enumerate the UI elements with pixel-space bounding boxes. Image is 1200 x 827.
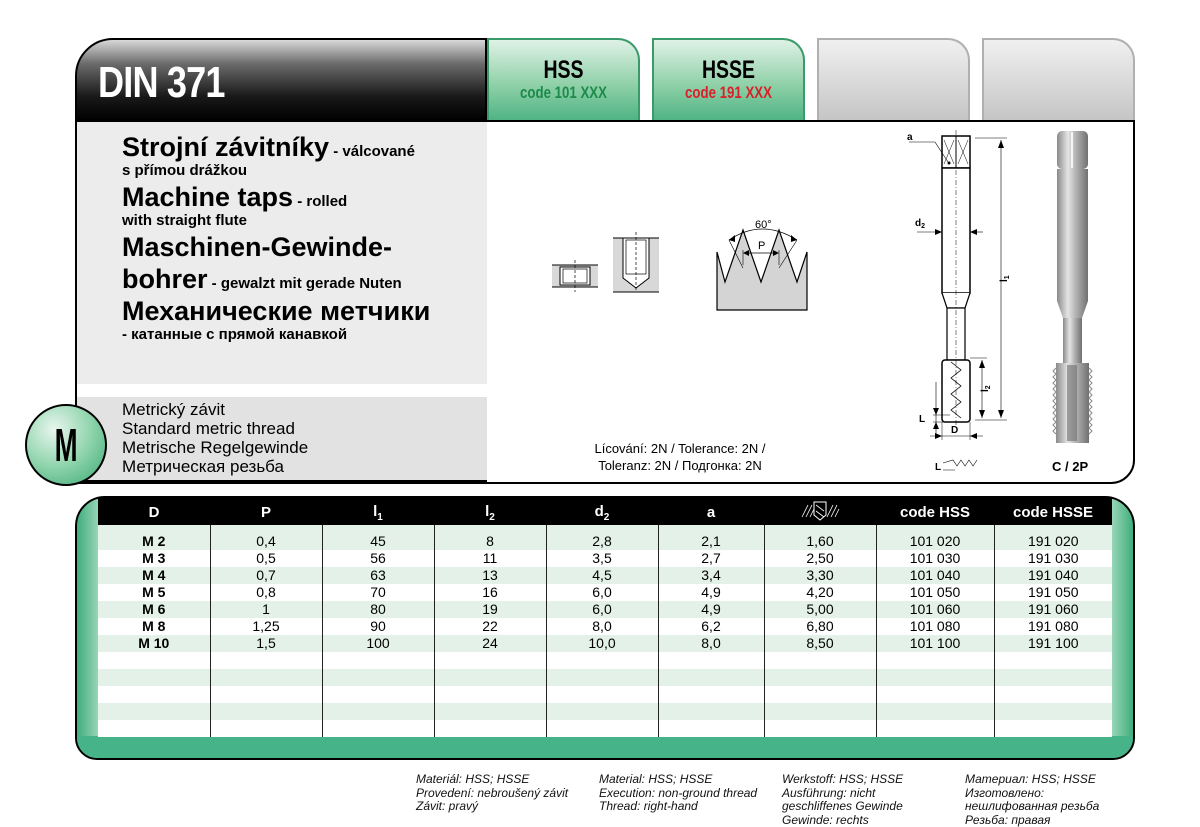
cell-l1: 100: [322, 635, 434, 652]
thread-symbol-badge: [25, 404, 107, 486]
header-D: D: [98, 498, 210, 525]
thread-type-cz: Metrický závit: [122, 400, 225, 419]
cell-code-hss: 101 080: [876, 618, 994, 635]
tab-empty-1: [817, 38, 970, 122]
tap-drawing-icon: [895, 130, 1035, 475]
table-row-empty: [98, 720, 1112, 737]
tab-hsse-title: HSSE: [701, 56, 756, 84]
cell-l2: 22: [434, 618, 546, 635]
cell-d2: 2,8: [546, 533, 658, 550]
header-a: a: [658, 498, 764, 525]
table-row: [98, 584, 1112, 601]
cell-drill: 5,00: [764, 601, 876, 618]
cell-P: 1,5: [210, 635, 322, 652]
description-text: [122, 134, 430, 342]
cell-l1: 45: [322, 533, 434, 550]
cell-D: M 2: [98, 533, 210, 550]
dim-label-l2: $l_2$: [980, 385, 992, 392]
cell-D: M 3: [98, 550, 210, 567]
notes-en: Material: HSS; HSSE Execution: non-ground thread Thread: right-hand: [599, 772, 758, 813]
de-title2: bohrer: [122, 264, 208, 294]
cell-code-hsse: 191 040: [994, 567, 1112, 584]
thread-type-en: Standard metric thread: [122, 419, 295, 438]
table-frame-bottom: [77, 736, 1133, 758]
header-P: P: [210, 498, 322, 525]
notes-ru: Материал: HSS; HSSE Изготовлено: нешлифованная резьба Резьба: правая: [965, 772, 1100, 827]
cell-l1: 56: [322, 550, 434, 567]
table-row: [98, 567, 1112, 584]
cell-drill: 1,60: [764, 533, 876, 550]
tab-empty-2: [982, 38, 1135, 122]
dim-label-L: L: [919, 414, 926, 425]
header-code-hss: code HSS: [876, 498, 994, 525]
tab-hss-code: code 101 XXX: [520, 83, 607, 102]
cell-code-hsse: 191 080: [994, 618, 1112, 635]
cell-code-hsse: 191 100: [994, 635, 1112, 652]
table-row: [98, 533, 1112, 550]
cell-a: 4,9: [658, 584, 764, 601]
cell-code-hsse: 191 020: [994, 533, 1112, 550]
cell-P: 0,4: [210, 533, 322, 550]
angle-label: 60°: [755, 219, 772, 231]
cell-l1: 80: [322, 601, 434, 618]
thread-type-de: Metrische Regelgewinde: [122, 438, 309, 457]
cell-code-hss: 101 040: [876, 567, 994, 584]
header-d2: $d_2$: [546, 498, 658, 525]
dim-label-D: D: [951, 425, 959, 436]
cell-a: 2,1: [658, 533, 764, 550]
table-row-empty: [98, 703, 1112, 720]
cell-a: 6,2: [658, 618, 764, 635]
cell-l1: 90: [322, 618, 434, 635]
cell-d2: 3,5: [546, 550, 658, 567]
tab-hsse[interactable]: [652, 38, 805, 122]
cell-a: 3,4: [658, 567, 764, 584]
cell-l2: 16: [434, 584, 546, 601]
en-title: Machine taps: [122, 182, 294, 212]
cell-a: 8,0: [658, 635, 764, 652]
cell-D: M 10: [98, 635, 210, 652]
cell-D: M 4: [98, 567, 210, 584]
header-l1: $l_1$: [322, 498, 434, 525]
cell-code-hsse: 191 050: [994, 584, 1112, 601]
cell-d2: 4,5: [546, 567, 658, 584]
cell-a: 4,9: [658, 601, 764, 618]
table-row-empty: [98, 669, 1112, 686]
table-header-row: [98, 498, 1112, 525]
tab-hss-title: HSS: [543, 56, 584, 84]
cell-code-hss: 101 060: [876, 601, 994, 618]
cell-drill: 8,50: [764, 635, 876, 652]
tolerance-text: [560, 440, 800, 474]
cell-code-hss: 101 050: [876, 584, 994, 601]
thread-symbol: M: [54, 419, 78, 471]
table-row: [98, 550, 1112, 567]
cell-l2: 11: [434, 550, 546, 567]
cell-l2: 24: [434, 635, 546, 652]
cell-P: 0,7: [210, 567, 322, 584]
cell-P: 0,8: [210, 584, 322, 601]
standard-title: DIN 371: [98, 58, 225, 107]
en-sub2: with straight flute: [122, 212, 247, 229]
cz-sub1: - válcované: [329, 143, 415, 160]
cell-code-hss: 101 100: [876, 635, 994, 652]
thread-type-ru: Метрическая резьба: [122, 457, 284, 476]
cell-drill: 2,50: [764, 550, 876, 567]
cell-code-hsse: 191 060: [994, 601, 1112, 618]
tab-hsse-code: code 191 XXX: [685, 83, 772, 102]
cell-P: 1,25: [210, 618, 322, 635]
cell-d2: 8,0: [546, 618, 658, 635]
en-sub1: - rolled: [293, 193, 348, 210]
dim-label-d2: $d_2$: [915, 218, 926, 230]
notes-cz: Materiál: HSS; HSSE Provedení: nebroušený závit Závit: pravý: [416, 772, 569, 813]
de-title1: Maschinen-Gewinde-: [122, 232, 393, 262]
cell-l2: 19: [434, 601, 546, 618]
ru-title: Механические метчики: [122, 296, 431, 326]
tolerance-line-2: Toleranz: 2N / Подгонка: 2N: [598, 458, 762, 473]
thread-profile-icon: [715, 210, 810, 315]
tab-hss[interactable]: [487, 38, 640, 122]
cell-d2: 6,0: [546, 584, 658, 601]
ru-sub: - катанные с прямой канавкой: [122, 326, 348, 343]
cell-d2: 6,0: [546, 601, 658, 618]
thread-type-text: [122, 400, 308, 476]
cell-D: M 5: [98, 584, 210, 601]
table-row: [98, 618, 1112, 635]
header-code-hsse: code HSSE: [994, 498, 1112, 525]
pitch-label: P: [758, 240, 766, 252]
header-drill: [764, 498, 876, 525]
cell-P: 0,5: [210, 550, 322, 567]
dim-label-a: a: [907, 132, 913, 143]
chamfer-length-label: L: [935, 462, 942, 473]
drill-hole-icon: [800, 501, 840, 521]
cell-D: M 8: [98, 618, 210, 635]
header-l2: $l_2$: [434, 498, 546, 525]
cell-code-hss: 101 030: [876, 550, 994, 567]
cell-code-hss: 101 020: [876, 533, 994, 550]
table-row: [98, 601, 1112, 618]
table-row: [98, 635, 1112, 652]
notes-de: Werkstoff: HSS; HSSE Ausführung: nicht geschliffenes Gewinde Gewinde: rechts: [782, 772, 904, 827]
tap-photo-icon: [1050, 128, 1100, 448]
tolerance-line-1: Lícování: 2N / Tolerance: 2N /: [594, 441, 766, 456]
cz-sub2: s přímou drážkou: [122, 162, 248, 179]
cz-title: Strojní závitníky: [122, 132, 330, 162]
cell-l2: 13: [434, 567, 546, 584]
cell-l1: 63: [322, 567, 434, 584]
dimensions-table: [98, 498, 1112, 737]
cell-d2: 10,0: [546, 635, 658, 652]
cell-code-hsse: 191 030: [994, 550, 1112, 567]
table-row-empty: [98, 652, 1112, 669]
cell-drill: 3,30: [764, 567, 876, 584]
cell-l2: 8: [434, 533, 546, 550]
cell-P: 1: [210, 601, 322, 618]
cell-l1: 70: [322, 584, 434, 601]
cell-a: 2,7: [658, 550, 764, 567]
cell-D: M 6: [98, 601, 210, 618]
chamfer-form-label: C / 2P: [1052, 459, 1089, 474]
cell-drill: 4,20: [764, 584, 876, 601]
table-row-empty: [98, 686, 1112, 703]
dim-label-l1: $l_1$: [999, 275, 1011, 282]
de-sub: - gewalzt mit gerade Nuten: [207, 275, 402, 292]
hole-diagram-icon: [550, 230, 660, 300]
cell-drill: 6,80: [764, 618, 876, 635]
